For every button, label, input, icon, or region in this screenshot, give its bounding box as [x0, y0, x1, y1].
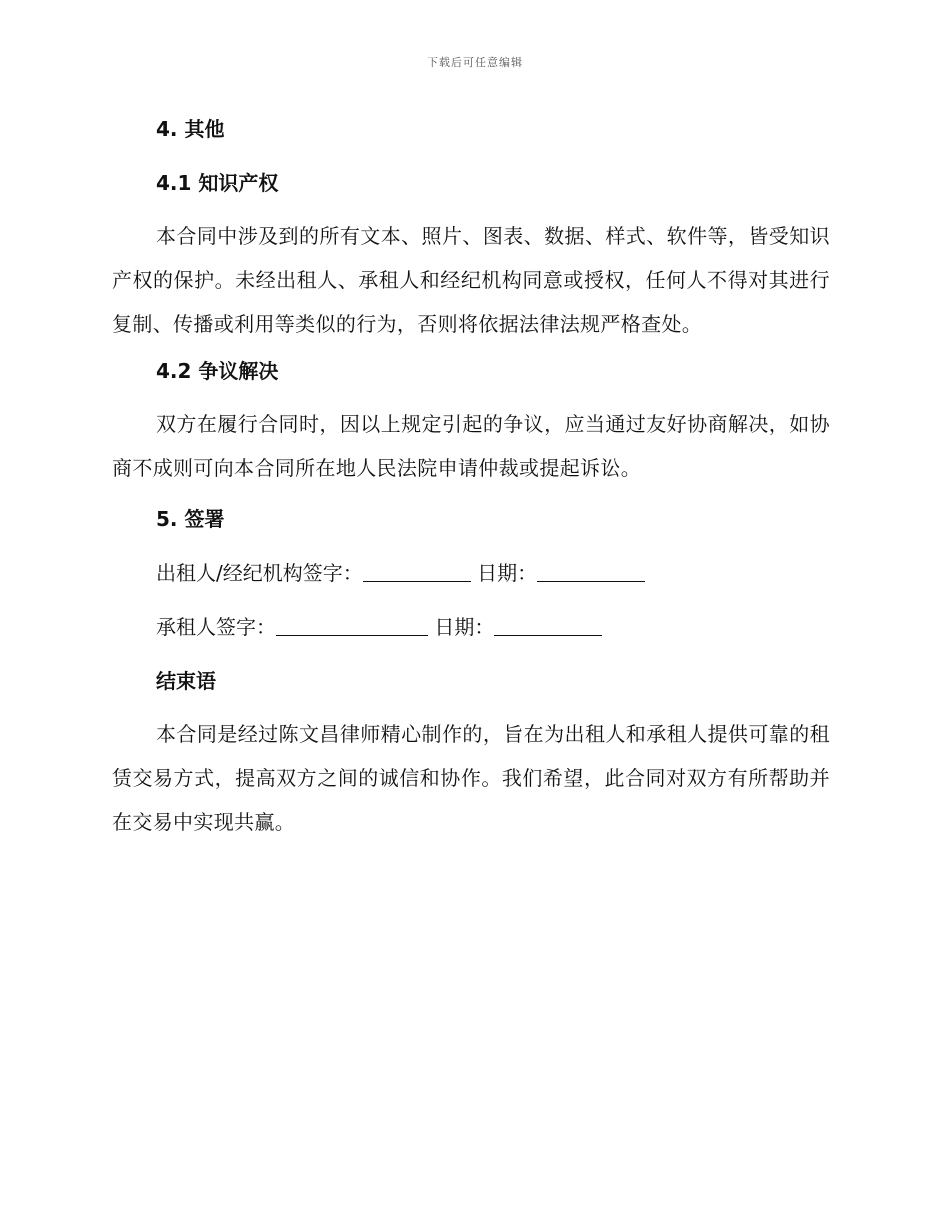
closing-paragraph: 本合同是经过陈文昌律师精心制作的，旨在为出租人和承租人提供可靠的租赁交易方式，提高双方之间的诚信和协作。我们希望，此合同对双方有所帮助并在交易中实现共赢。 [112, 722, 830, 834]
lessee-signature-label: 承租人签字： [156, 615, 276, 639]
section-5-heading: 5. 签署 [156, 507, 225, 531]
lessor-date-label: 日期： [477, 561, 538, 585]
page-header-note: 下载后可任意编辑 [427, 56, 523, 69]
section-4-2-heading: 4.2 争议解决 [156, 359, 279, 383]
section-4-heading: 4. 其他 [156, 117, 225, 141]
section-4-2-paragraph: 双方在履行合同时，因以上规定引起的争议，应当通过友好协商解决，如协商不成则可向本合同所在地人民法院申请仲裁或提起诉讼。 [112, 412, 830, 480]
lessor-signature-label: 出租人/经纪机构签字： [156, 561, 363, 585]
lessor-date-blank[interactable] [537, 561, 645, 582]
section-4-1-paragraph: 本合同中涉及到的所有文本、照片、图表、数据、样式、软件等，皆受知识产权的保护。未经出租人、承租人和经纪机构同意或授权，任何人不得对其进行复制、传播或利用等类似的行为，否则将依据法律法规严格查处。 [112, 224, 830, 336]
lessee-date-label: 日期： [434, 615, 495, 639]
lessee-date-blank[interactable] [494, 615, 602, 636]
lessor-signature-line [112, 556, 830, 590]
document-body [112, 112, 830, 844]
lessee-signature-line [112, 610, 830, 644]
lessor-signature-blank[interactable] [363, 561, 471, 582]
closing-heading: 结束语 [156, 669, 216, 693]
lessee-signature-blank[interactable] [276, 615, 428, 636]
section-4-1-heading: 4.1 知识产权 [156, 171, 279, 195]
